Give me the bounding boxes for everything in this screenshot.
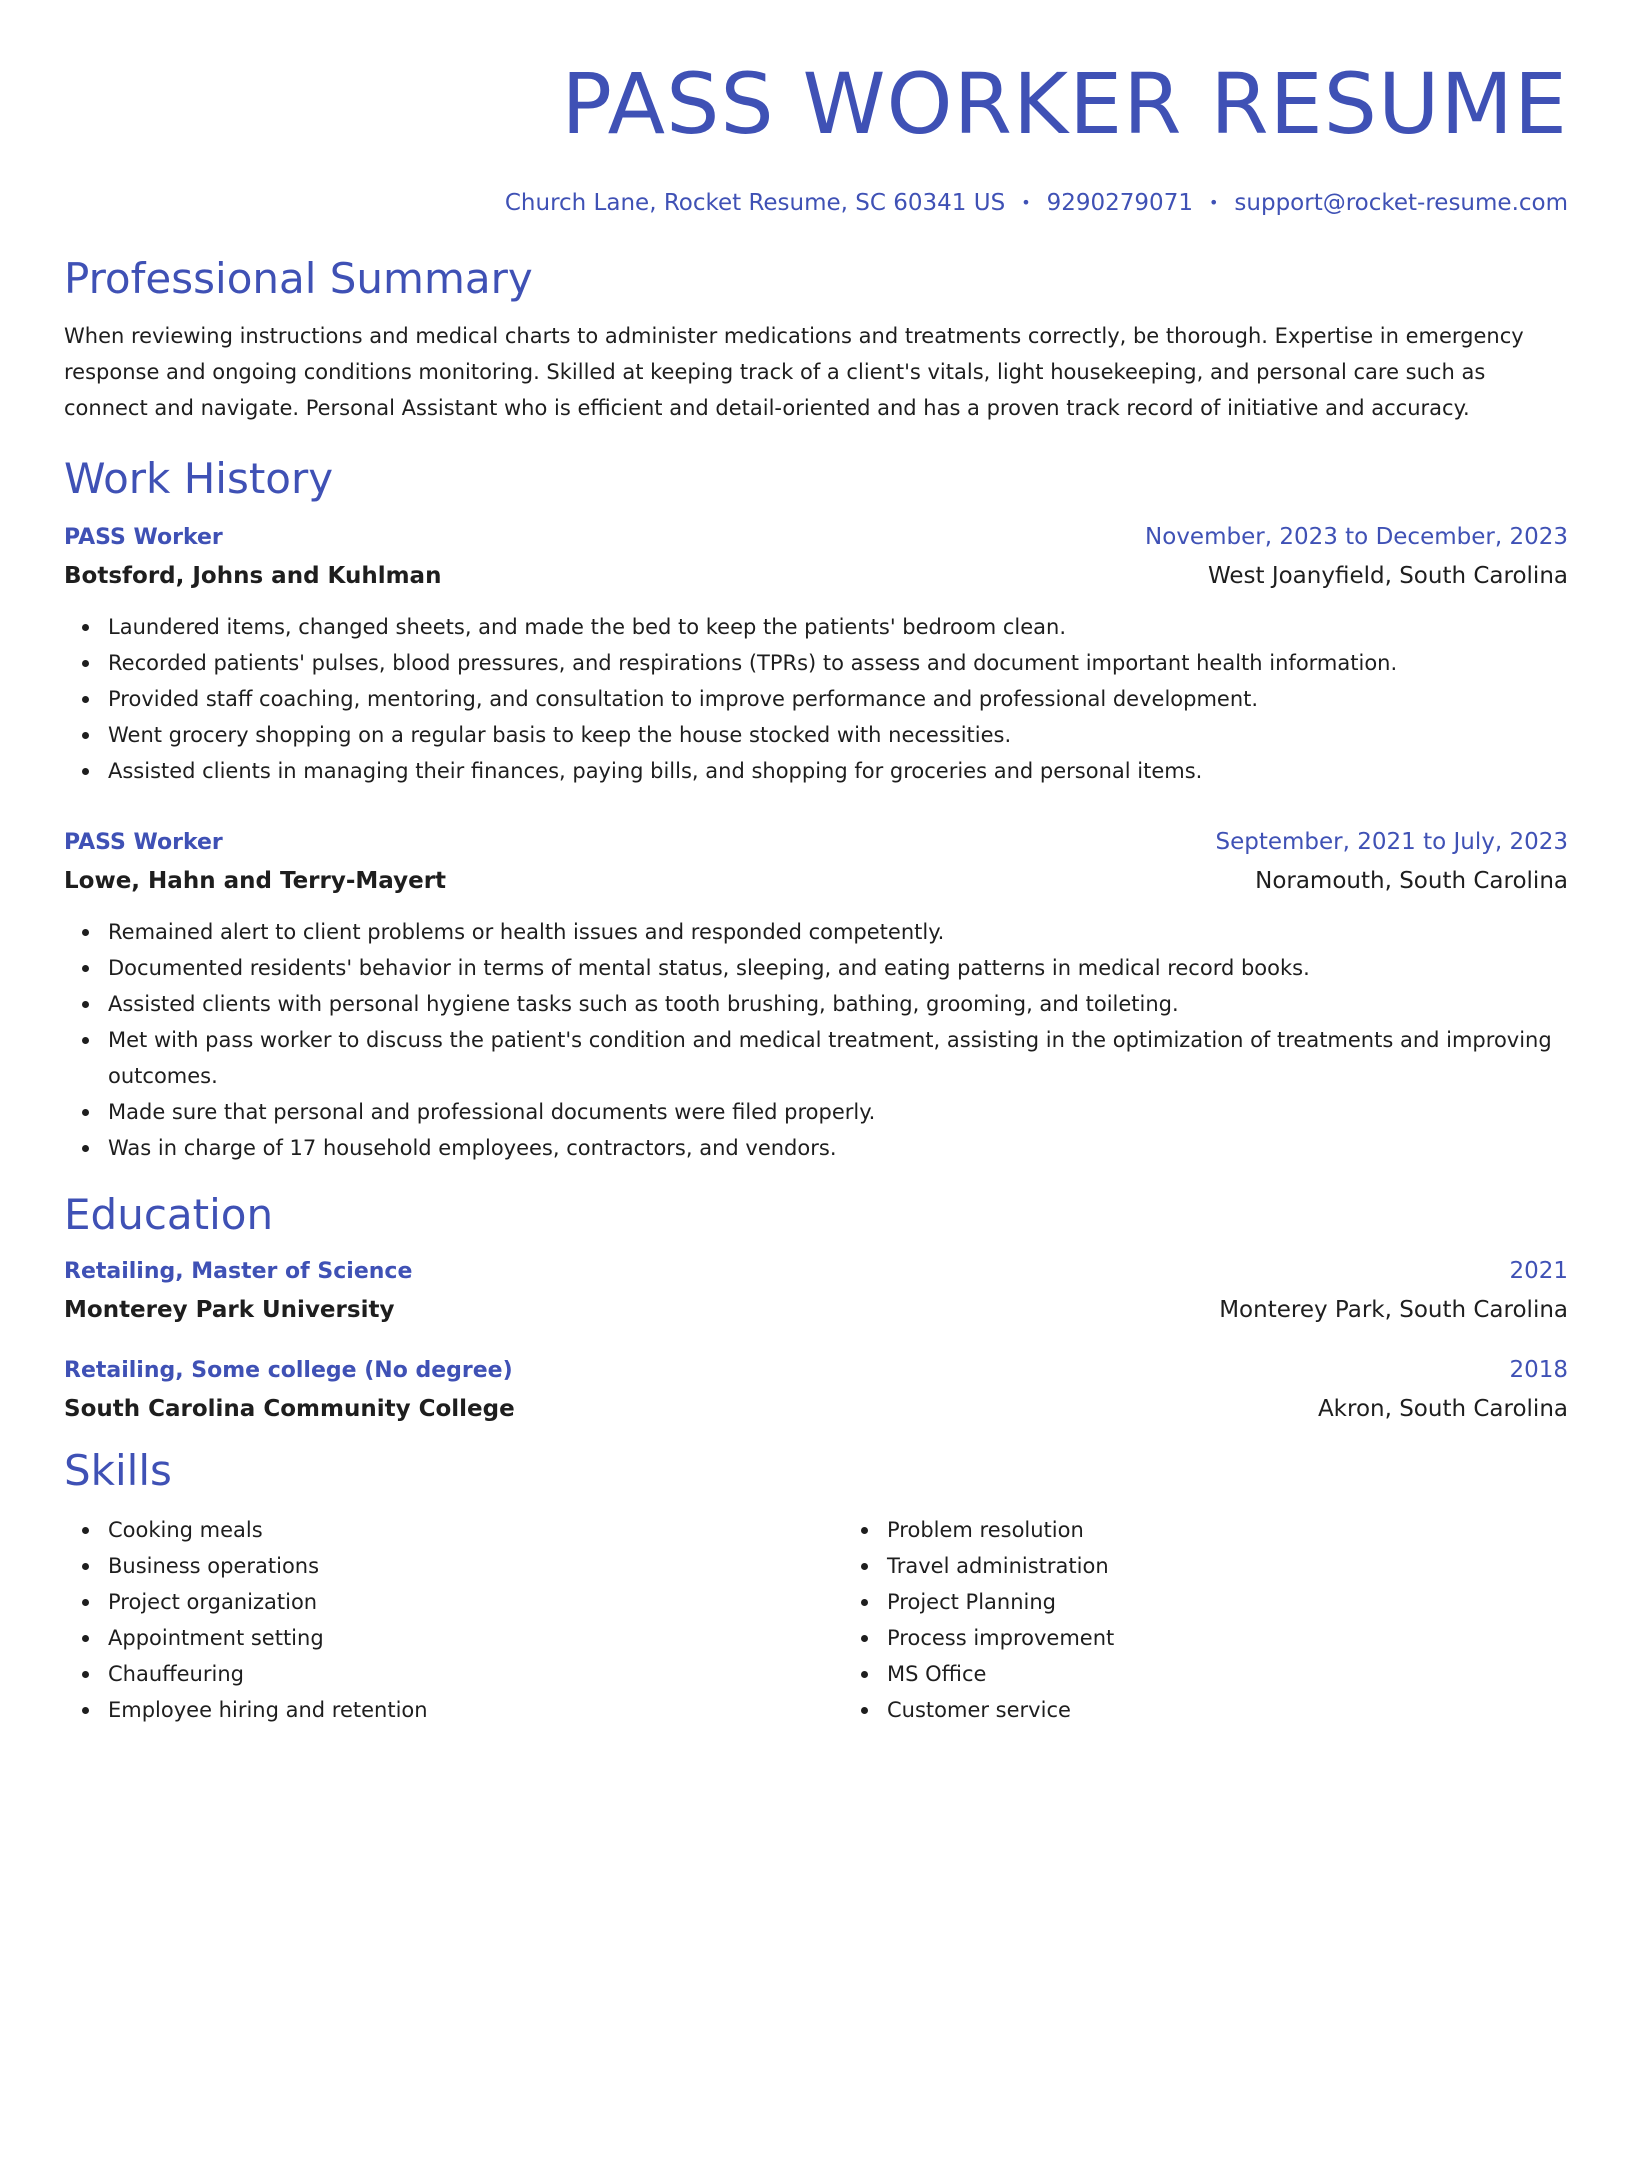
job-location: West Joanyfield, South Carolina	[1207, 563, 1568, 589]
list-item: Was in charge of 17 household employees, contractors, and vendors.	[108, 1130, 1568, 1166]
skill-item: Cooking meals	[108, 1512, 843, 1548]
job-location: Noramouth, South Carolina	[1255, 868, 1568, 894]
list-item: Made sure that personal and professional documents were filed properly.	[108, 1094, 1568, 1130]
skill-item: Travel administration	[887, 1548, 1622, 1584]
skills-column-right	[843, 1512, 1622, 1728]
job-entry	[64, 522, 1568, 789]
job-company-row	[64, 553, 1568, 591]
education-year: 2018	[1509, 1357, 1568, 1383]
list-item: Remained alert to client problems or health issues and responded competently.	[108, 914, 1568, 950]
education-school-row	[64, 1287, 1568, 1325]
section-heading-work-history: Work History	[64, 454, 334, 503]
education-school-row	[64, 1386, 1568, 1424]
skill-item: Business operations	[108, 1548, 843, 1584]
job-title-row	[64, 522, 1568, 553]
job-company: Botsford, Johns and Kuhlman	[64, 563, 442, 589]
education-school: South Carolina Community College	[64, 1396, 515, 1422]
list-item: Assisted clients with personal hygiene tasks such as tooth brushing, bathing, grooming, and toileting.	[108, 986, 1568, 1022]
education-degree-row	[64, 1256, 1568, 1287]
job-dates: November, 2023 to December, 2023	[1145, 524, 1568, 550]
job-title-row	[64, 827, 1568, 858]
job-dates: September, 2021 to July, 2023	[1215, 829, 1568, 855]
job-company: Lowe, Hahn and Terry-Mayert	[64, 868, 447, 894]
skill-item: Process improvement	[887, 1620, 1622, 1656]
list-item: Assisted clients in managing their finances, paying bills, and shopping for groceries and personal items.	[108, 753, 1568, 789]
section-heading-summary: Professional Summary	[64, 254, 533, 303]
contact-separator: •	[1021, 193, 1031, 212]
skills-grid	[64, 1512, 1568, 1728]
skill-item: Appointment setting	[108, 1620, 843, 1656]
skills-column-left	[64, 1512, 843, 1728]
skill-item: Project organization	[108, 1584, 843, 1620]
contact-separator: •	[1208, 193, 1219, 212]
contact-line	[64, 188, 1568, 218]
skill-item: MS Office	[887, 1656, 1622, 1692]
job-entry	[64, 827, 1568, 1166]
contact-address: Church Lane, Rocket Resume, SC 60341 US	[504, 190, 1006, 216]
job-company-row	[64, 858, 1568, 896]
list-item: Provided staff coaching, mentoring, and consultation to improve performance and professional development.	[108, 681, 1568, 717]
section-heading-skills: Skills	[64, 1446, 172, 1495]
contact-phone: 9290279071	[1046, 190, 1193, 216]
job-title: PASS Worker	[64, 830, 223, 855]
list-item: Recorded patients' pulses, blood pressures, and respirations (TPRs) to assess and document important health information.	[108, 645, 1568, 681]
resume-page	[0, 55, 1632, 2170]
list-item: Laundered items, changed sheets, and made the bed to keep the patients' bedroom clean.	[108, 609, 1568, 645]
education-degree: Retailing, Master of Science	[64, 1259, 413, 1284]
job-bullets	[64, 609, 1568, 789]
education-entry	[64, 1256, 1568, 1325]
section-heading-education: Education	[64, 1190, 274, 1239]
skill-item: Problem resolution	[887, 1512, 1622, 1548]
education-degree: Retailing, Some college (No degree)	[64, 1358, 513, 1383]
education-location: Akron, South Carolina	[1317, 1396, 1568, 1422]
education-degree-row	[64, 1355, 1568, 1386]
skill-item: Employee hiring and retention	[108, 1692, 843, 1728]
list-item: Documented residents' behavior in terms of mental status, sleeping, and eating patterns in medical record books.	[108, 950, 1568, 986]
education-school: Monterey Park University	[64, 1297, 395, 1323]
contact-email: support@rocket-resume.com	[1234, 190, 1568, 216]
list-item: Went grocery shopping on a regular basis to keep the house stocked with necessities.	[108, 717, 1568, 753]
education-location: Monterey Park, South Carolina	[1219, 1297, 1568, 1323]
skill-item: Chauffeuring	[108, 1656, 843, 1692]
resume-title: PASS WORKER RESUME	[561, 55, 1568, 153]
education-entry	[64, 1355, 1568, 1424]
education-year: 2021	[1509, 1258, 1568, 1284]
list-item: Met with pass worker to discuss the patient's condition and medical treatment, assisting in the optimization of treatments and improving outcomes.	[108, 1022, 1568, 1094]
skill-item: Project Planning	[887, 1584, 1622, 1620]
job-title: PASS Worker	[64, 525, 223, 550]
summary-text: When reviewing instructions and medical charts to administer medications and treatments correctly, be thorough. Expertise in emergency response and ongoing conditions monitoring. Skilled at keeping track of a client's vitals, light housekeeping, and personal care such as connect and navigate. Personal Assistant who is efficient and detail-oriented and has a proven track record of initiative and accuracy.	[64, 324, 1524, 420]
job-bullets	[64, 914, 1568, 1166]
skill-item: Customer service	[887, 1692, 1622, 1728]
